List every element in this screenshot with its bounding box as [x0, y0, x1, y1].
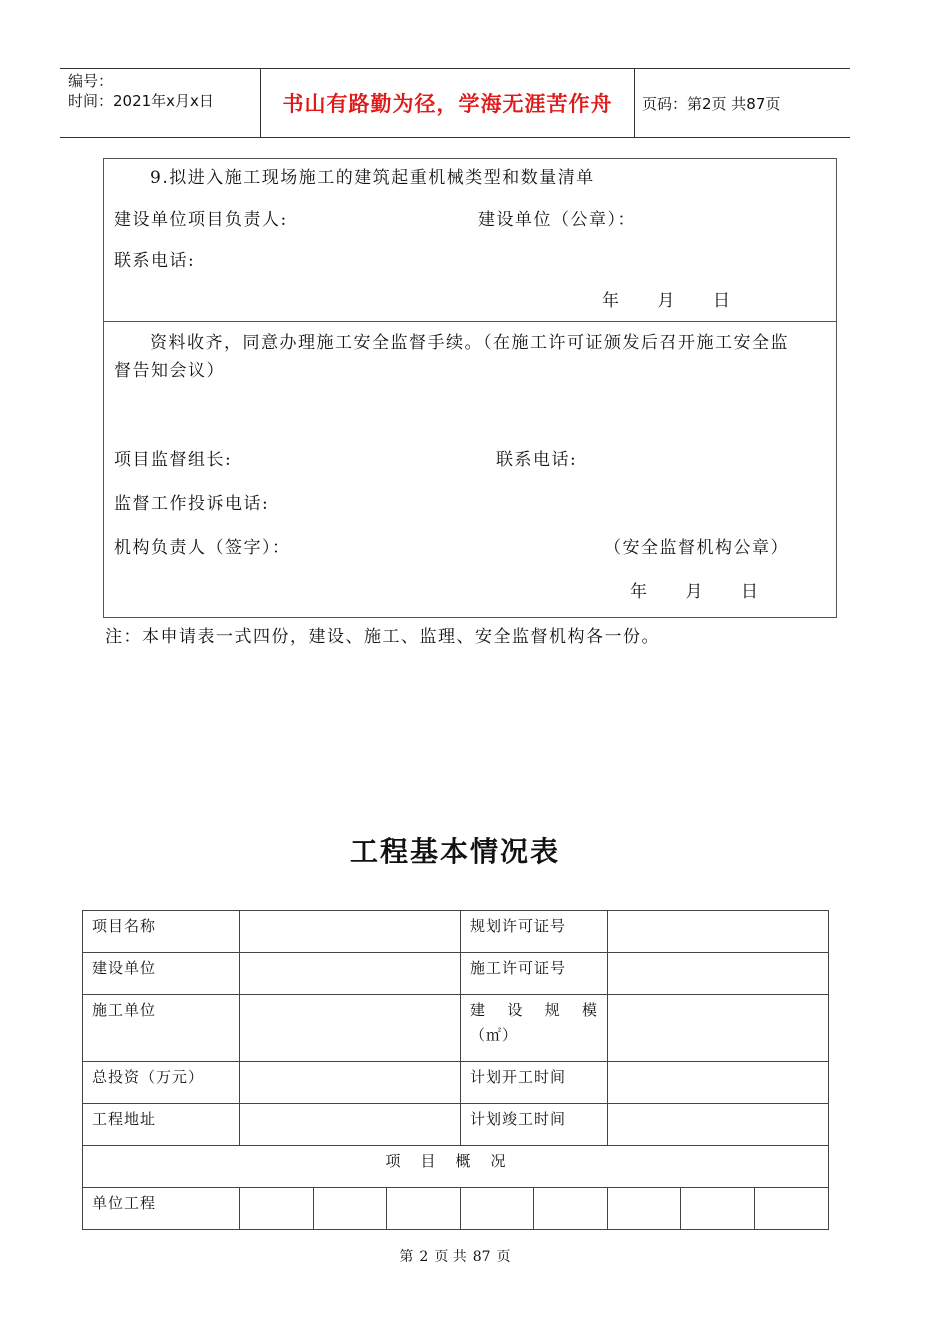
owner-unit-label: 建设单位 — [83, 953, 240, 995]
planned-finish-label: 计划竣工时间 — [461, 1104, 608, 1146]
unit-project-cell[interactable] — [240, 1188, 314, 1230]
project-address-label: 工程地址 — [83, 1104, 240, 1146]
header-divider — [634, 69, 635, 137]
construction-permit-label: 施工许可证号 — [461, 953, 608, 995]
unit-project-cell[interactable] — [608, 1188, 681, 1230]
unit-project-cell[interactable] — [681, 1188, 755, 1230]
construction-permit-value[interactable] — [608, 953, 829, 995]
total-investment-label: 总投资（万元） — [83, 1062, 240, 1104]
review-text-line-1: 资料收齐，同意办理施工安全监督手续。（在施工许可证颁发后召开施工安全监 — [150, 333, 789, 353]
item-9-text: 9.拟进入施工现场施工的建筑起重机械类型和数量清单 — [150, 168, 595, 188]
building-scale-label: 建 设 规 模 （㎡） — [461, 995, 608, 1062]
header-meta — [68, 71, 214, 111]
date-line-2: 年 月 日 — [630, 582, 760, 602]
table-row — [83, 1104, 829, 1146]
total-investment-value[interactable] — [240, 1062, 461, 1104]
group-leader-label: 项目监督组长: — [114, 450, 233, 470]
table-row — [83, 1188, 829, 1230]
header-motto: 书山有路勤为径，学海无涯苦作舟 — [282, 91, 613, 116]
table-title: 工程基本情况表 — [349, 835, 560, 868]
builder-unit-value[interactable] — [240, 995, 461, 1062]
owner-seal-label: 建设单位（公章）： — [478, 210, 636, 230]
table-row — [83, 911, 829, 953]
form-note: 注：本申请表一式四份，建设、施工、监理、安全监督机构各一份。 — [105, 627, 660, 647]
org-leader-label: 机构负责人（签字）： — [114, 538, 291, 558]
table-row — [83, 995, 829, 1062]
page-header — [60, 68, 850, 138]
table-row — [83, 1146, 829, 1188]
unit-project-cell[interactable] — [461, 1188, 534, 1230]
time-label: 时间：2021年x月x日 — [68, 92, 214, 110]
table-row — [83, 1062, 829, 1104]
project-name-label: 项目名称 — [83, 911, 240, 953]
planning-permit-label: 规划许可证号 — [461, 911, 608, 953]
unit-project-cell[interactable] — [314, 1188, 387, 1230]
page-indicator: 页码：第2页 共87页 — [642, 94, 781, 113]
unit-project-cell[interactable] — [534, 1188, 608, 1230]
project-overview-header: 项目概况 — [83, 1146, 829, 1188]
number-label: 编号： — [68, 72, 114, 90]
phone-label-1: 联系电话: — [114, 251, 196, 271]
project-address-value[interactable] — [240, 1104, 461, 1146]
owner-leader-label: 建设单位项目负责人: — [114, 210, 288, 230]
project-info-table — [82, 910, 829, 1230]
footer-total-pages: 87 — [472, 1249, 491, 1265]
builder-unit-label: 施工单位 — [83, 995, 240, 1062]
table-row — [83, 953, 829, 995]
form-divider — [104, 321, 836, 322]
planning-permit-value[interactable] — [608, 911, 829, 953]
unit-project-label: 单位工程 — [83, 1188, 240, 1230]
org-seal-label: （安全监督机构公章） — [604, 538, 789, 558]
unit-project-cell[interactable] — [755, 1188, 829, 1230]
review-text-line-2: 督告知会议） — [114, 361, 225, 381]
phone-label-2: 联系电话: — [496, 450, 578, 470]
planned-start-label: 计划开工时间 — [461, 1062, 608, 1104]
planned-finish-value[interactable] — [608, 1104, 829, 1146]
date-line-1: 年 月 日 — [602, 291, 732, 311]
complaint-phone-label: 监督工作投诉电话: — [114, 494, 270, 514]
footer-page-number: 2 — [419, 1249, 429, 1265]
owner-unit-value[interactable] — [240, 953, 461, 995]
project-name-value[interactable] — [240, 911, 461, 953]
page-footer: 第 2 页 共 87 页 — [399, 1249, 511, 1265]
building-scale-value[interactable] — [608, 995, 829, 1062]
scale-unit: （㎡） — [470, 1026, 519, 1044]
application-form-box — [103, 158, 837, 618]
planned-start-value[interactable] — [608, 1062, 829, 1104]
unit-project-cell[interactable] — [387, 1188, 461, 1230]
